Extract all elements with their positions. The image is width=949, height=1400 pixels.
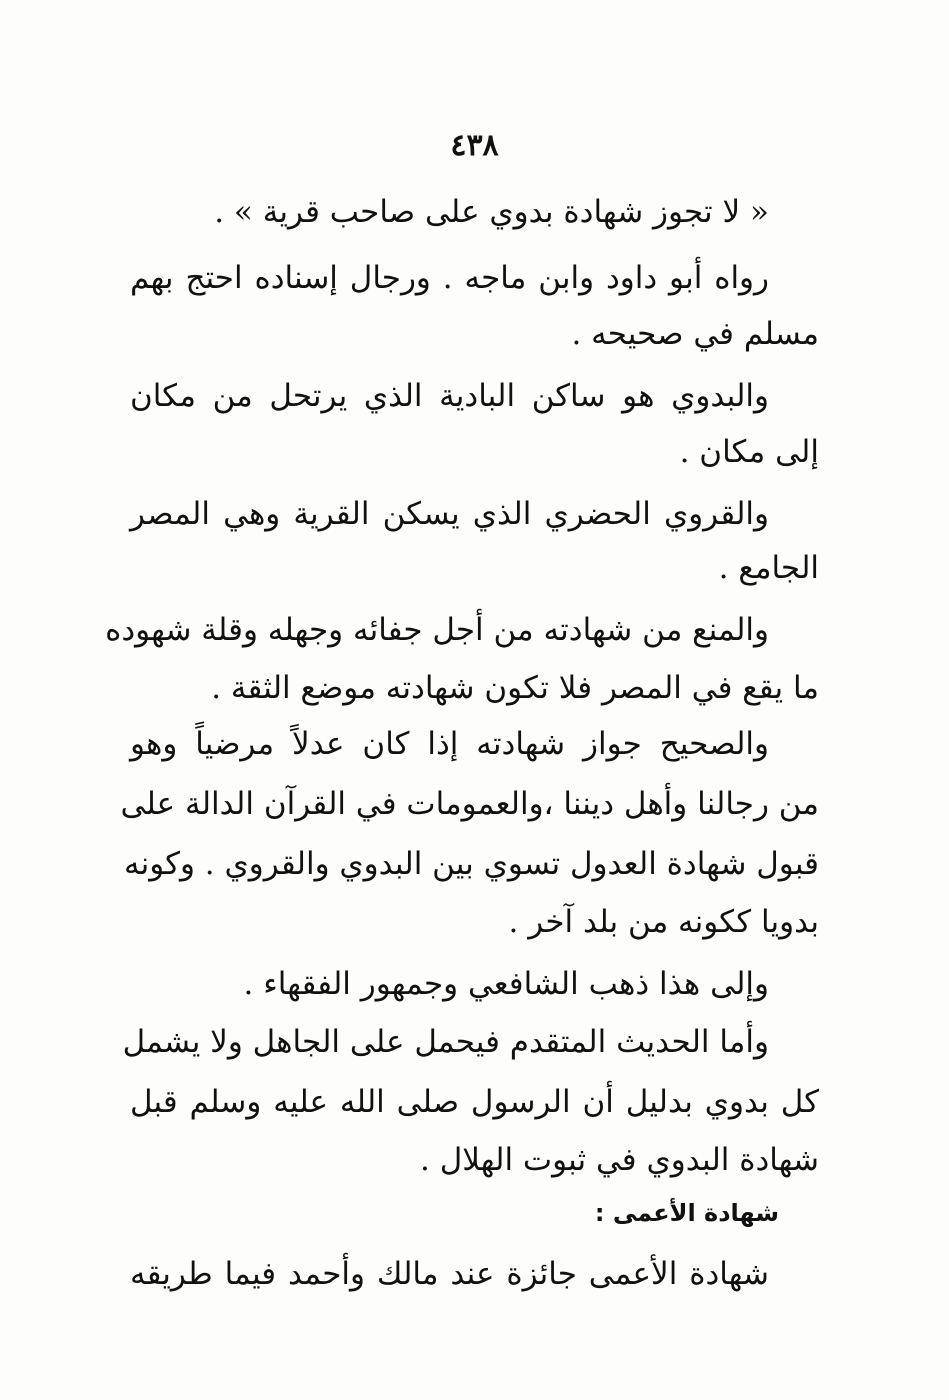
- text-line-14: وإلى هذا ذهب الشافعي وجمهور الفقهاء .: [243, 966, 769, 1002]
- text-line-16: كل بدوي بدليل أن الرسول صلى الله عليه وسلم قبل: [130, 1084, 819, 1120]
- text-line-18: شهادة الأعمى جائزة عند مالك وأحمد فيما طريقه: [130, 1256, 769, 1292]
- text-line-4: والبدوي هو ساكن البادية الذي يرتحل من مكان: [130, 378, 769, 414]
- text-line-9: ما يقع في المصر فلا تكون شهادته موضع الثقة .: [211, 670, 819, 706]
- text-line-2: رواه أبو داود وابن ماجه . ورجال إسناده احتج بهم: [130, 260, 769, 296]
- text-line-3: مسلم في صحيحه .: [571, 316, 819, 352]
- text-line-6: والقروي الحضري الذي يسكن القرية وهي المصر: [130, 496, 769, 532]
- text-line-8: والمنع من شهادته من أجل جفائه وجهله وقلة شهوده: [105, 612, 769, 648]
- text-line-12: قبول شهادة العدول تسوي بين البدوي والقروي . وكونه: [123, 846, 819, 882]
- page-number: ٤٣٨: [450, 128, 499, 163]
- text-line-11: من رجالنا وأهل ديننا ،والعمومات في القرآن الدالة على: [120, 786, 819, 822]
- text-line-15: وأما الحديث المتقدم فيحمل على الجاهل ولا يشمل: [122, 1024, 769, 1060]
- text-line-10: والصحيح جواز شهادته إذا كان عدلاً مرضياً وهو: [130, 726, 769, 762]
- text-line-17: شهادة البدوي في ثبوت الهلال .: [419, 1142, 819, 1178]
- text-line-7: الجامع .: [718, 550, 819, 586]
- section-heading: شهادة الأعمى :: [594, 1199, 779, 1227]
- text-line-13: بدويا ككونه من بلد آخر .: [508, 904, 819, 940]
- text-line-5: إلى مكان .: [679, 434, 819, 470]
- text-line-1: « لا تجوز شهادة بدوي على صاحب قرية » .: [214, 194, 769, 230]
